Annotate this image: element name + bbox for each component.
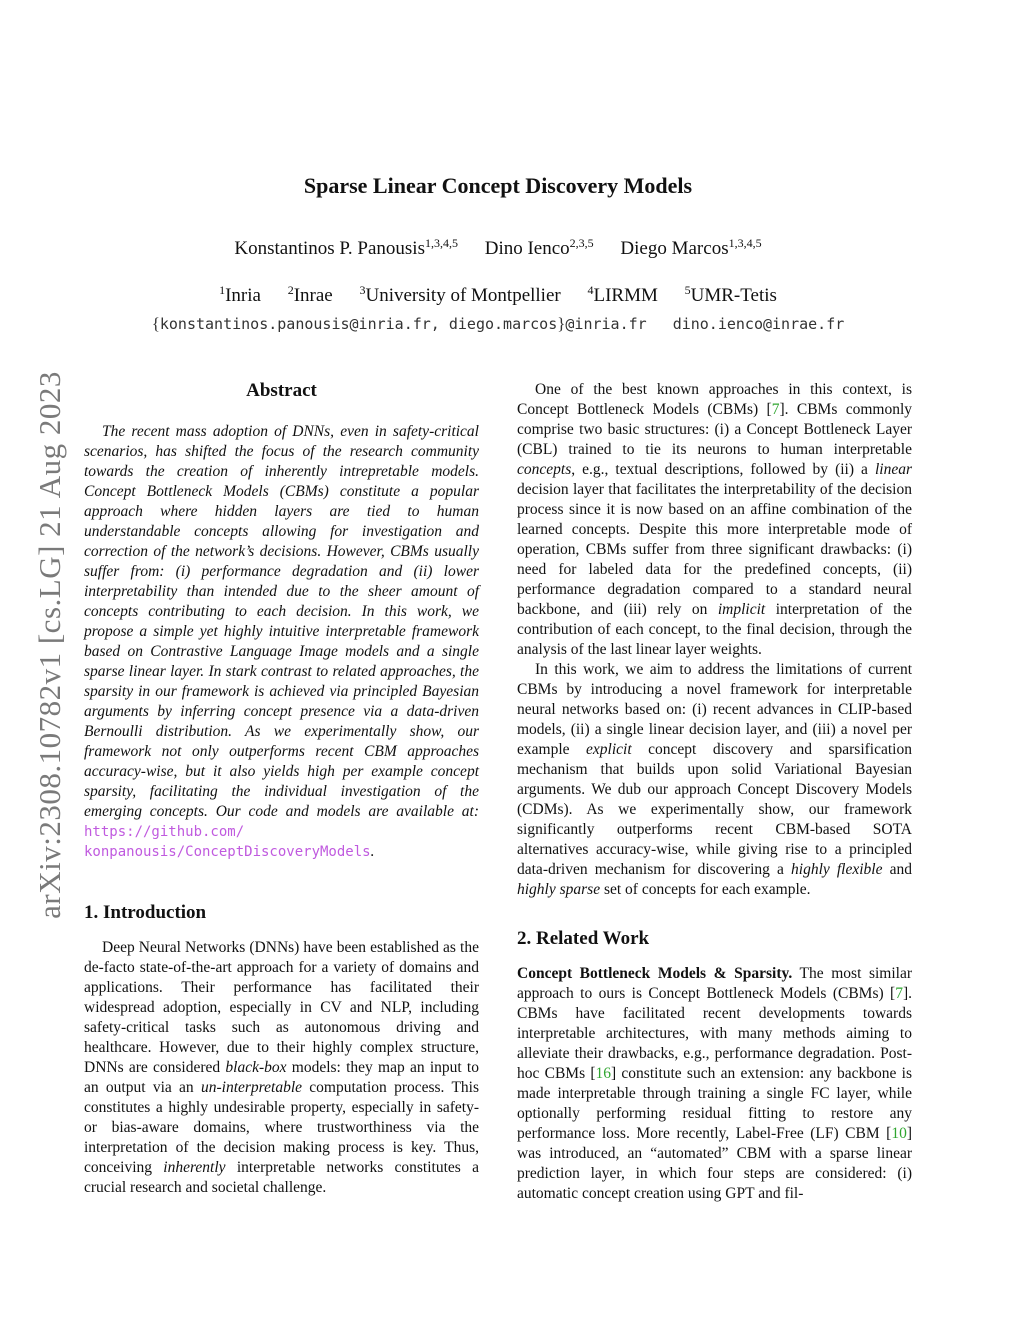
author-emails (0, 314, 996, 334)
author: Dino Ienco$^{2,3,5}$ (484, 236, 594, 259)
abstract-heading: Abstract (246, 380, 317, 401)
citation-link[interactable]: 16 (595, 1065, 612, 1082)
code-link[interactable]: https://github.com/ konpanousis/ConceptDiscoveryModels (84, 824, 371, 860)
affiliation: $^5$UMR-Tetis (684, 283, 777, 306)
author-list (0, 238, 996, 260)
affiliation: $^3$University of Montpellier (359, 283, 561, 306)
introduction-paragraph: Deep Neural Networks (DNNs) have been established as the de-facto state-of-the-art approach for a variety of domains and applications. Their performance has facilitated their widespread adoption, especially in CV and NLP, including safety-critical tasks such as autonomous driving and healthcare. However, due to their highly complex structure, DNNs are considered black-box models: they map an input to an output via an un-interpretable computation process. This constitutes a highly undesirable property, especially in safety- or bias-aware domains, where trustworthiness via the interpretation of the decision making process is key. Thus, conceiving inherently interpretable networks constitutes a crucial research and societal challenge. (84, 939, 479, 1196)
citation-link[interactable]: 7 (895, 985, 903, 1002)
affiliation: $^4$LIRMM (587, 283, 658, 306)
author: Diego Marcos$^{1,3,4,5}$ (620, 236, 762, 259)
affiliation: $^1$Inria (219, 283, 261, 306)
affiliation: $^2$Inrae (287, 283, 333, 306)
email-group: {konstantinos.panousis@inria.fr, diego.marcos}@inria.fr (151, 314, 647, 333)
affiliation-list (0, 285, 996, 307)
email-single: dino.ienco@inrae.fr (672, 315, 845, 333)
author: Konstantinos P. Panousis$^{1,3,4,5}$ (234, 236, 458, 259)
contribution-paragraph: In this work, we aim to address the limitations of current CBMs by introducing a novel framework for interpretable neural networks based on: (i) recent advances in CLIP-based models, (ii) a single linear decision layer, and (iii) a novel per example explicit concept discovery and sparsification mechanism that builds upon solid Variational Bayesian arguments. We dub our approach Concept Discovery Models (CDMs). As we experimentally show, our framework significantly outperforms recent CBM-based SOTA alternatives accuracy-wise, while giving rise to a principled data-driven mechanism for discovering a highly flexible and highly sparse set of concepts for each example. (517, 661, 912, 898)
right-column (517, 380, 912, 1204)
related-work-paragraph: Concept Bottleneck Models & Sparsity. The most similar approach to ours is Concept Bottleneck Models (CBMs) [7]. CBMs have facilitated recent developments towards interpretable architectures, with many methods aiming to alleviate their drawbacks, e.g., performance degradation. Post-hoc CBMs [16] constitute such an extension: any backbone is made interpretable through training a single FC layer, while optionally performing residual fitting to restore any performance loss. More recently, Label-Free (LF) CBM [10] was introduced, an “automated” CBM with a sparse linear prediction layer, in which four steps are considered: (i) automatic concept creation using GPT and fil- (517, 965, 912, 1202)
arxiv-side-stamp (30, 350, 70, 940)
cbm-paragraph: One of the best known approaches in this context, is Concept Bottleneck Models (CBMs) [7]. CBMs commonly comprise two basic structures: (i) a Concept Bottleneck Layer (CBL) trained to tie its neurons to human interpretable concepts, e.g., textual descriptions, followed by (ii) a linear decision layer that facilitates the interpretability of the decision process since it is now based on an affine combination of the learned concepts. Despite this more interpretable mode of operation, CBMs suffer from three significant drawbacks: (i) need for labeled data for the predefined concepts, (ii) performance degradation compared to a standard neural backbone, and (iii) rely on implicit interpretation of the contribution of each concept, to the final decision, through the analysis of the last linear layer weights. (517, 381, 913, 658)
paper-title: Sparse Linear Concept Discovery Models (303, 173, 693, 198)
introduction-heading: 1. Introduction (84, 902, 207, 923)
citation-link[interactable]: 10 (891, 1125, 907, 1142)
citation-link[interactable]: 7 (771, 401, 780, 418)
abstract-text: The recent mass adoption of DNNs, even in safety-critical scenarios, has shifted the focus of the research community towards the creation of inherently intrepretable models. Concept Bottleneck Models (CBMs) constitute a popular approach where hidden layers are tied to human understandable concepts allowing for investigation and correction of the network’s decisions. However, CBMs usually suffer from: (i) performance degradation and (ii) lower interpretability than intended due to the sheer amount of concepts contributing to each decision. In this work, we propose a simple yet highly intuitive interpretable framework based on Contrastive Language Image models and a single sparse linear layer. In stark contrast to related approaches, the sparsity in our framework is achieved via principled Bayesian arguments by inferring concept presence via a data-driven Bernoulli distribution. As we experimentally show, our framework not only outperforms recent CBM approaches accuracy-wise, but it also yields high per example concept sparsity, facilitating the individual investigation of the emerging concepts. Our code and models are available at: https://github.com/ konpanousis/ConceptDiscoveryModels. (84, 423, 479, 860)
arxiv-identifier: arXiv:2308.10782v1 [cs.LG] 21 Aug 2023 (32, 371, 68, 919)
left-column (84, 380, 479, 1198)
related-work-heading: 2. Related Work (517, 928, 650, 949)
